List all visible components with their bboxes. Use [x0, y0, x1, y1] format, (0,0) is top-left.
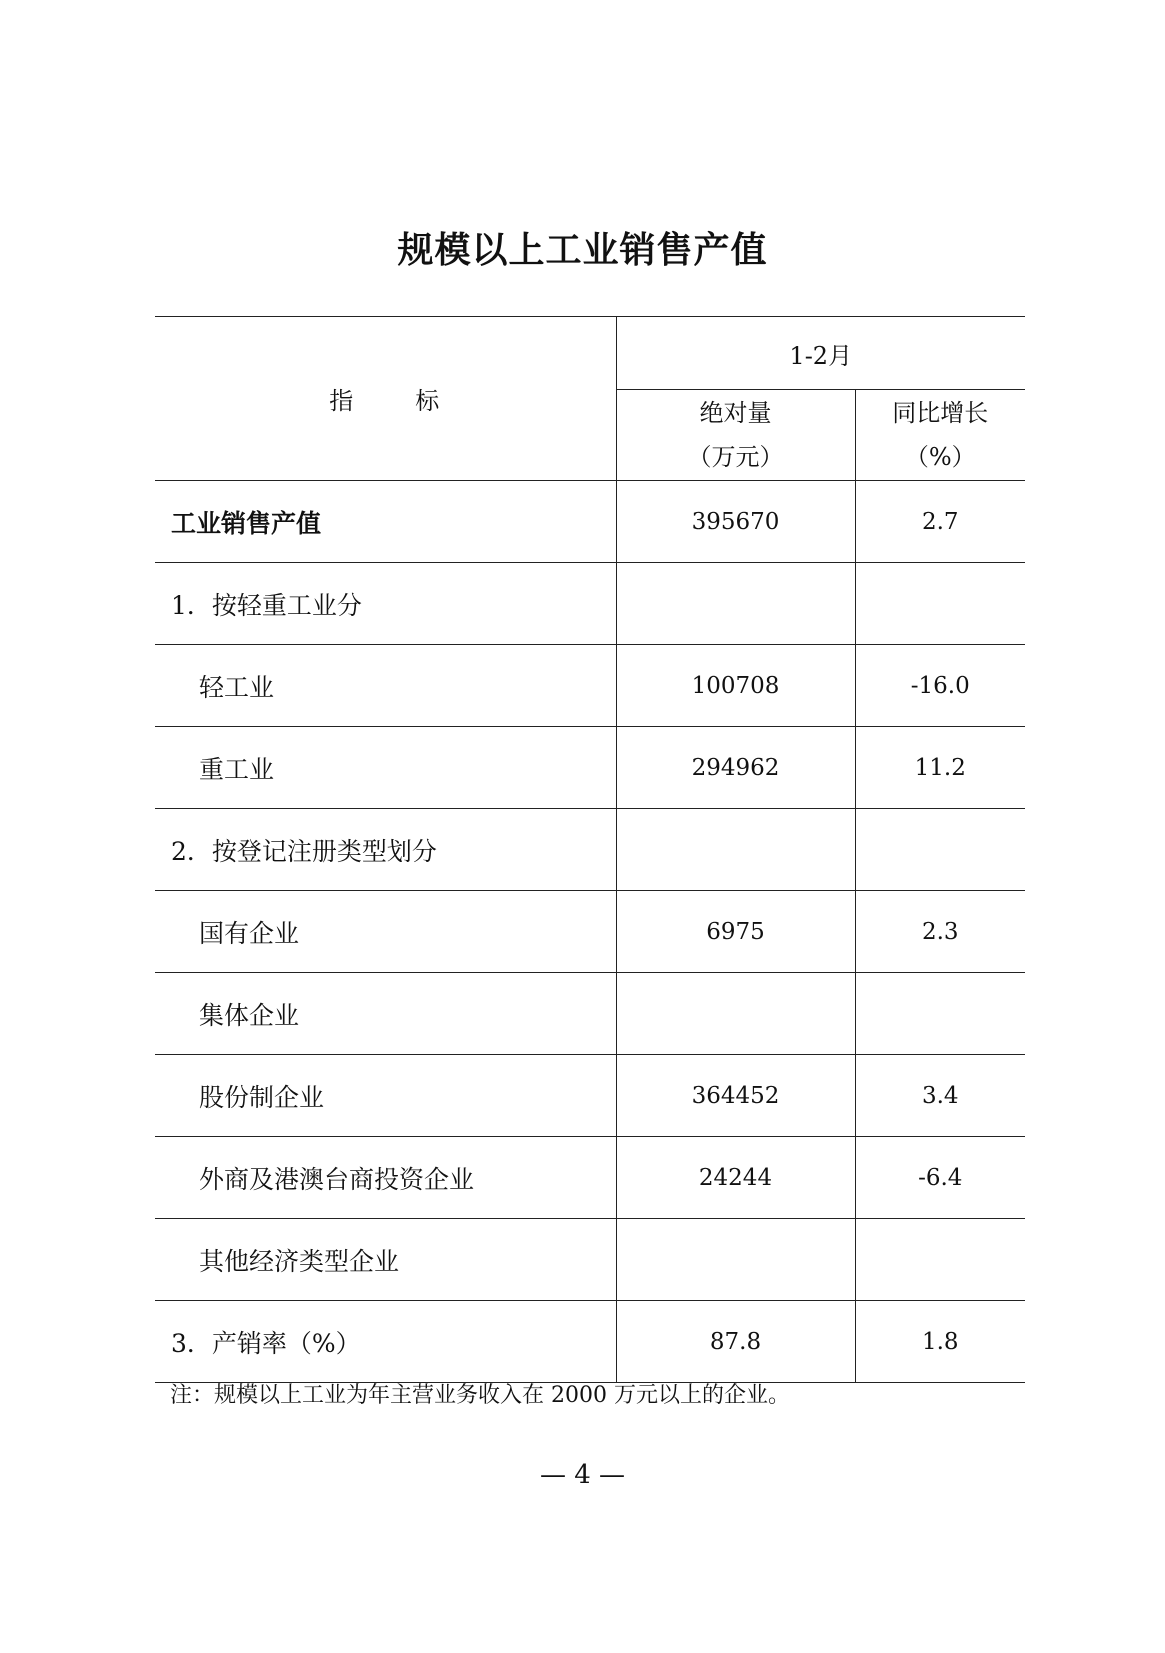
row-growth [855, 809, 1025, 891]
indicator-header [155, 317, 616, 481]
period-header: 1-2月 [616, 317, 1025, 390]
row-label: 工业销售产值 [155, 481, 616, 563]
row-label: 集体企业 [155, 973, 616, 1055]
row-label: 重工业 [155, 727, 616, 809]
growth-header [855, 390, 1025, 481]
table-row [155, 727, 1025, 809]
absolute-value-header [616, 390, 855, 481]
row-growth: 1.8 [855, 1301, 1025, 1383]
row-label: 1．按轻重工业分 [155, 563, 616, 645]
row-value [616, 809, 855, 891]
table-row [155, 809, 1025, 891]
indicator-header-char-2: 标 [415, 387, 442, 415]
row-value: 294962 [616, 727, 855, 809]
table-row [155, 1219, 1025, 1301]
row-label: 2．按登记注册类型划分 [155, 809, 616, 891]
table-row [155, 1137, 1025, 1219]
row-growth: 11.2 [855, 727, 1025, 809]
row-label: 国有企业 [155, 891, 616, 973]
row-growth [855, 563, 1025, 645]
page-title: 规模以上工业销售产值 [397, 230, 768, 271]
industrial-sales-table [155, 316, 1025, 1383]
row-growth: -6.4 [855, 1137, 1025, 1219]
row-growth: -16.0 [855, 645, 1025, 727]
footnote: 注：规模以上工业为年主营业务收入在 2000 万元以上的企业。 [170, 1383, 790, 1408]
row-label: 股份制企业 [155, 1055, 616, 1137]
row-value: 6975 [616, 891, 855, 973]
row-growth [855, 973, 1025, 1055]
table-row [155, 481, 1025, 563]
row-value [616, 563, 855, 645]
absolute-value-header-line2: （万元） [687, 443, 784, 471]
table-row [155, 645, 1025, 727]
table-row [155, 1055, 1025, 1137]
indicator-header-char-1: 指 [329, 387, 356, 415]
row-label: 3．产销率（%） [155, 1301, 616, 1383]
row-value [616, 1219, 855, 1301]
row-value: 395670 [616, 481, 855, 563]
table-row [155, 563, 1025, 645]
row-label: 轻工业 [155, 645, 616, 727]
row-value: 364452 [616, 1055, 855, 1137]
row-value: 87.8 [616, 1301, 855, 1383]
table-row [155, 891, 1025, 973]
row-value: 100708 [616, 645, 855, 727]
absolute-value-header-line1: 绝对量 [699, 399, 772, 427]
page-number: — 4 — [539, 1460, 626, 1490]
row-label: 其他经济类型企业 [155, 1219, 616, 1301]
row-growth: 2.3 [855, 891, 1025, 973]
row-value: 24244 [616, 1137, 855, 1219]
row-growth [855, 1219, 1025, 1301]
table-row [155, 1301, 1025, 1383]
growth-header-line2: （%） [904, 443, 976, 471]
row-label: 外商及港澳台商投资企业 [155, 1137, 616, 1219]
table-row [155, 973, 1025, 1055]
row-growth: 3.4 [855, 1055, 1025, 1137]
row-growth: 2.7 [855, 481, 1025, 563]
row-value [616, 973, 855, 1055]
growth-header-line1: 同比增长 [892, 399, 989, 427]
